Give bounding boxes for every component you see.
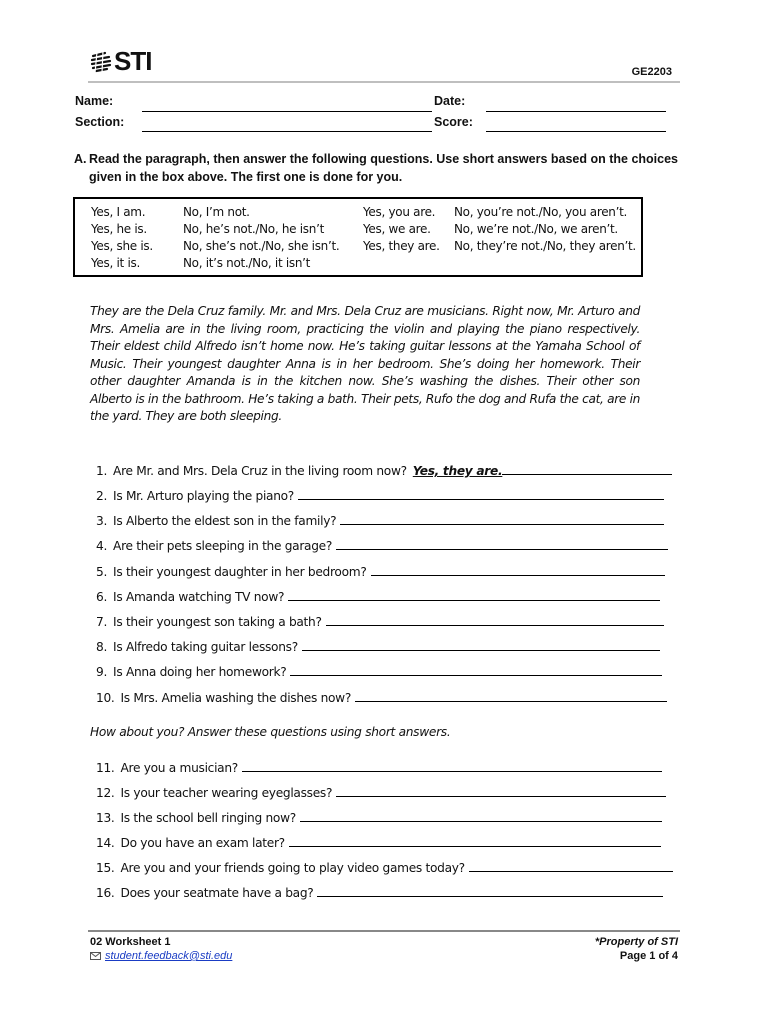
score-label: Score: — [434, 115, 473, 129]
choice: No, we’re not./No, we aren’t. — [454, 222, 618, 236]
choice: Yes, they are. — [363, 239, 440, 253]
sti-logo — [90, 46, 151, 77]
question-text: Is Amanda watching TV now? — [113, 590, 285, 604]
choice: No, you’re not./No, you aren’t. — [454, 205, 628, 219]
answer-line[interactable] — [469, 859, 673, 872]
question-row — [96, 859, 673, 875]
question-row — [96, 809, 662, 825]
sample-answer: Yes, they are. — [412, 464, 503, 478]
feedback-email — [90, 950, 232, 962]
question-number: 6. — [96, 590, 108, 604]
question-text: Is Mr. Arturo playing the piano? — [113, 489, 294, 503]
mail-icon — [90, 952, 101, 960]
choice: Yes, we are. — [363, 222, 431, 236]
question-text: Is Alfredo taking guitar lessons? — [113, 640, 298, 654]
question-number: 2. — [96, 489, 108, 503]
question-number: 14. — [96, 836, 115, 850]
section-label: Section: — [75, 115, 125, 129]
choice: Yes, he is. — [91, 222, 147, 236]
instruction-text: Read the paragraph, then answer the following questions. Use short answers based on the choices given in the box above. The first one is done for you. — [89, 152, 679, 184]
answer-line[interactable] — [340, 512, 664, 525]
answer-line[interactable] — [302, 638, 660, 651]
question-text: Are their pets sleeping in the garage? — [113, 539, 333, 553]
question-row — [96, 689, 667, 705]
answer-line[interactable] — [242, 759, 662, 772]
choice: Yes, you are. — [363, 205, 436, 219]
answer-line[interactable] — [502, 462, 672, 475]
question-text: Are Mr. and Mrs. Dela Cruz in the living room now? — [113, 464, 407, 478]
sti-globe-icon — [90, 50, 112, 74]
section-field[interactable] — [142, 131, 432, 132]
logo-text: STI — [114, 46, 152, 76]
question-number: 8. — [96, 640, 108, 654]
question-number: 1. — [96, 464, 108, 478]
header-divider — [88, 81, 680, 83]
question-row — [96, 588, 660, 604]
question-text: Does your seatmate have a bag? — [120, 886, 314, 900]
answer-line[interactable] — [288, 588, 660, 601]
question-number: 9. — [96, 665, 108, 679]
question-number: 12. — [96, 786, 115, 800]
reading-paragraph: They are the Dela Cruz family. Mr. and Mrs. Dela Cruz are musicians. Right now, Mr. Arturo and Mrs. Amelia are in the living room, practicing the violin and playing the piano respectively. Their eldest child Alfredo isn’t home now. He’s taking guitar lessons at the Yamaha School of Music. Their youngest daughter Anna is in her bedroom. She’s doing her homework. Their other daughter Amanda is in the kitchen now. She’s washing the dishes. Their other son Alberto is in the bathroom. He’s taking a bath. Their pets, Rufo the dog and Rufa the cat, are in the yard. They are both sleeping. — [90, 304, 640, 423]
answer-line[interactable] — [300, 809, 662, 822]
instruction — [74, 150, 694, 186]
choices-box — [73, 197, 643, 277]
question-text: Is Anna doing her homework? — [113, 665, 287, 679]
question-row — [96, 759, 662, 775]
question-number: 16. — [96, 886, 115, 900]
question-number: 7. — [96, 615, 108, 629]
answer-line[interactable] — [326, 613, 664, 626]
question-number: 3. — [96, 514, 108, 528]
question-row — [96, 537, 668, 553]
course-code: GE2203 — [631, 66, 672, 78]
date-label: Date: — [434, 94, 466, 108]
question-text: Is their youngest daughter in her bedroom? — [113, 565, 367, 579]
question-number: 5. — [96, 565, 108, 579]
answer-line[interactable] — [290, 663, 662, 676]
answer-line[interactable] — [298, 487, 664, 500]
question-row — [96, 784, 666, 800]
question-number: 13. — [96, 811, 115, 825]
question-row — [96, 487, 664, 503]
question-row — [96, 613, 664, 629]
answer-line[interactable] — [317, 884, 663, 897]
question-row — [96, 884, 663, 900]
choice: No, I’m not. — [183, 205, 250, 219]
question-row — [96, 563, 665, 579]
choice: No, they’re not./No, they aren’t. — [454, 239, 636, 253]
answer-line[interactable] — [289, 834, 661, 847]
choice: No, it’s not./No, it isn’t — [183, 256, 311, 270]
question-text: Is Mrs. Amelia washing the dishes now? — [120, 691, 351, 705]
question-number: 15. — [96, 861, 115, 875]
answer-line[interactable] — [355, 689, 667, 702]
page-number: Page 1 of 4 — [619, 950, 678, 962]
question-text: Are you and your friends going to play video games today? — [120, 861, 465, 875]
question-text: Are you a musician? — [120, 761, 238, 775]
question-text: Do you have an exam later? — [120, 836, 285, 850]
question-number: 4. — [96, 539, 108, 553]
name-label: Name: — [75, 94, 114, 108]
choice: No, he’s not./No, he isn’t — [183, 222, 324, 236]
choice: Yes, it is. — [91, 256, 140, 270]
question-text: Is your teacher wearing eyeglasses? — [120, 786, 333, 800]
choice: No, she’s not./No, she isn’t. — [183, 239, 340, 253]
question-text: Is their youngest son taking a bath? — [113, 615, 322, 629]
question-row — [96, 834, 661, 850]
score-field[interactable] — [486, 131, 666, 132]
choice: Yes, she is. — [91, 239, 153, 253]
name-field[interactable] — [142, 111, 432, 112]
email-link[interactable]: student.feedback@sti.edu — [105, 950, 233, 962]
answer-line[interactable] — [371, 563, 665, 576]
question-number: 10. — [96, 691, 115, 705]
section-subheading: How about you? Answer these questions using short answers. — [90, 725, 451, 739]
question-text: Is Alberto the eldest son in the family? — [113, 514, 337, 528]
answer-line[interactable] — [336, 537, 668, 550]
question-row — [96, 638, 660, 654]
footer-divider — [88, 930, 680, 932]
instruction-number: A. — [74, 152, 87, 166]
question-row — [96, 462, 672, 478]
property-label: *Property of STI — [594, 936, 678, 948]
date-field[interactable] — [486, 111, 666, 112]
answer-line[interactable] — [336, 784, 666, 797]
question-text: Is the school bell ringing now? — [120, 811, 296, 825]
question-row — [96, 512, 664, 528]
question-row — [96, 663, 662, 679]
question-number: 11. — [96, 761, 115, 775]
choice: Yes, I am. — [91, 205, 146, 219]
worksheet-label: 02 Worksheet 1 — [90, 936, 171, 948]
